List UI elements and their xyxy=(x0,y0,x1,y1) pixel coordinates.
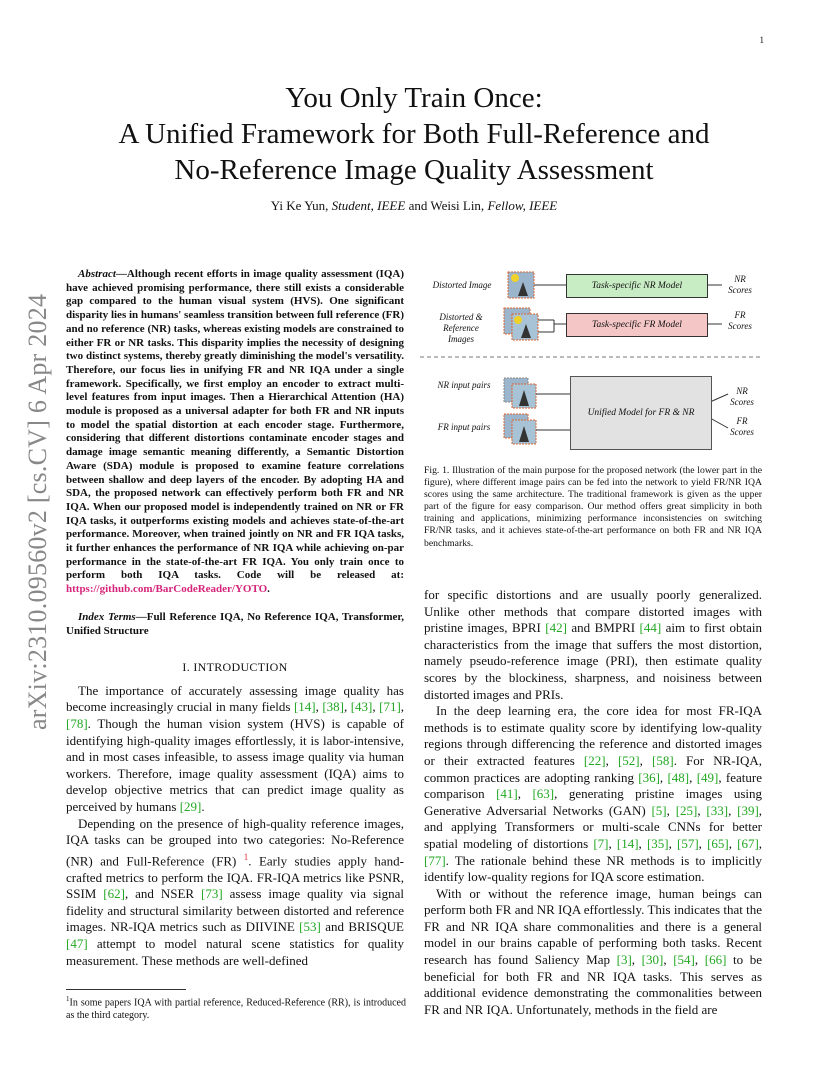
citation[interactable]: [65] xyxy=(707,835,729,851)
citation[interactable]: [14] xyxy=(293,699,316,715)
label-distorted-image: Distorted Image xyxy=(432,280,492,290)
label-fr-input-pairs: FR input pairs xyxy=(437,422,491,432)
task-specific-fr-model-box: Task-specific FR Model xyxy=(566,313,708,337)
citation[interactable]: [52] xyxy=(617,752,640,768)
citation[interactable]: [33] xyxy=(706,802,729,818)
label-line: Scores xyxy=(728,285,752,295)
citation[interactable]: [14] xyxy=(616,835,639,851)
citation[interactable]: [43] xyxy=(350,699,373,715)
text: assess image quality via signal fidelity and structural similarity between distorted and reference images. NR-IQA metrics such as DIIVINE xyxy=(66,886,404,935)
reference-images-thumbnail xyxy=(504,308,538,340)
author-1-role: Student, IEEE xyxy=(331,198,406,213)
citation[interactable]: [44] xyxy=(639,620,662,636)
right-paragraph-3: With or without the reference image, human beings can perform both FR and NR IQA effortlessly. This indicates that the FR and NR IQA share commonalities and there is a general model in our brains capable of performing both tasks. Recent research has found Saliency Map [3], [30], [54], [66] to be beneficial for both FR and NR IQA tasks. This serves as additional evidence demonstrating the commonalities between FR and NR IQA. Unfortunately, methods in the field are xyxy=(424,885,763,1017)
citation[interactable]: [35] xyxy=(646,835,669,851)
left-column xyxy=(66,268,404,969)
citation[interactable]: [49] xyxy=(696,769,719,785)
citation[interactable]: [71] xyxy=(379,699,401,715)
label-line: Distorted & xyxy=(439,312,483,322)
footnote-number: 1 xyxy=(66,995,70,1003)
right-paragraph-1 xyxy=(424,587,762,703)
text: The importance of accurately assessing image quality has become increasingly crucial in many fields xyxy=(66,682,404,715)
text: . For NR-IQA, common practices are adopting ranking xyxy=(424,752,762,785)
author-2-role: Fellow, IEEE xyxy=(487,198,558,213)
section-heading: I. INTRODUCTION xyxy=(182,660,288,675)
abstract xyxy=(66,268,404,597)
footnote xyxy=(66,989,406,1022)
text: . The rationale behind these NR methods is to implicitly identify low-quality regions for IQA score estimation. xyxy=(424,852,762,885)
citation[interactable]: [36] xyxy=(638,769,660,785)
arxiv-stamp-text: arXiv:2310.09560v2 [cs.CV] 6 Apr 2024 xyxy=(23,294,52,730)
citation[interactable]: [78] xyxy=(66,715,88,731)
page-number: 1 xyxy=(759,35,764,45)
figure-caption: Fig. 1. Illustration of the main purpose for the proposed network (the lower part in the figure), where different image pairs can be fed into the network to yield FR/NR IQA scores using the same architecture. The traditional framework is given as the upper part of the figure for easy comparison. Our method offers great simplicity in both training and applications, minimizing performance inconsistencies on switching FR/NR tasks, and it achieves state-of-the-art performance on both FR and NR IQA benchmarks. xyxy=(424,465,762,549)
nr-scores-output xyxy=(720,274,760,296)
text: and BRISQUE xyxy=(320,919,404,935)
unified-model-box: Unified Model for FR & NR xyxy=(570,376,712,450)
paper-title-line-2: A Unified Framework for Both Full-Reference and xyxy=(118,118,710,150)
nr-pairs-thumbnail xyxy=(504,378,536,408)
citation[interactable]: [66] xyxy=(704,952,727,968)
text: . xyxy=(201,798,205,814)
citation[interactable]: [38] xyxy=(322,699,344,715)
figure-1 xyxy=(420,266,762,462)
text: Depending on the presence of high-quality reference images, IQA tasks can be grouped into two categories: No-Reference (NR) and Full-Reference (FR) xyxy=(66,815,404,869)
index-terms-text: —Full Reference IQA, No Reference IQA, Transformer, Unified Structure xyxy=(66,610,404,637)
citation[interactable]: [41] xyxy=(496,786,518,802)
citation[interactable]: [63] xyxy=(532,786,555,802)
text: for specific distortions and are usually poorly generalized. Unlike other methods that compare distorted images with pristine images, BPRI xyxy=(424,587,762,636)
index-terms-lead: Index Terms xyxy=(78,610,136,623)
citation[interactable]: [22] xyxy=(583,752,606,768)
right-paragraph-2: In the deep learning era, the core idea for most FR-IQA methods is to estimate quality score by identifying low-quality regions through differencing the reference and distorted images or their extracted features [22], [52], [58]. For NR-IQA, common practices are adopting ranking [36], [48], [49], feature comparison [41], [63], generating pristine images using Generative Adversarial Networks (GAN) [5], [25], [33], [39], and applying Transformers or multi-scale CNNs for better spatial modeling of distortions [7], [14], [35], [57], [65], [67], [77]. The rationale behind these NR methods is to implicitly identify low-quality regions for IQA score estimation. xyxy=(424,703,763,885)
right-column xyxy=(424,587,762,1018)
label-line: Scores xyxy=(730,397,754,407)
label-line: Scores xyxy=(730,427,754,437)
citation[interactable]: [57] xyxy=(677,835,699,851)
label-line: NR xyxy=(734,274,746,284)
task-specific-nr-model-box: Task-specific NR Model xyxy=(566,274,708,298)
citation[interactable]: [7] xyxy=(593,835,609,851)
label-line: NR xyxy=(736,386,748,396)
citation[interactable]: [42] xyxy=(545,620,567,636)
unified-fr-scores-output xyxy=(722,416,762,438)
label-line: FR xyxy=(736,416,748,426)
text: to be beneficial for both FR and NR IQA tasks. This serves as additional evidence demonstrating the commonalities between FR and NR IQA. Unfortunately, methods in the field are xyxy=(424,952,763,1017)
citation[interactable]: [62] xyxy=(103,886,125,902)
unified-nr-scores-output xyxy=(722,386,762,408)
abstract-end: . xyxy=(267,583,270,596)
text: attempt to model natural scene statistics for quality measurement. These methods are well-defined xyxy=(66,936,404,968)
text: . Early studies apply hand-crafted metrics to perform the IQA. FR-IQA metrics like PSNR, SSIM xyxy=(66,853,405,902)
citation[interactable]: [5] xyxy=(651,802,667,818)
text: , and NSER xyxy=(124,886,202,902)
label-distorted-reference xyxy=(428,312,494,345)
paper-title-line-1: You Only Train Once: xyxy=(285,82,543,114)
abstract-lead: Abstract xyxy=(78,268,116,280)
citation[interactable]: [3] xyxy=(616,952,632,968)
text: In the deep learning era, the core idea for most FR-IQA methods is to estimate quality score by identifying low-quality regions through differencing the reference and distorted images or their extracted features xyxy=(424,703,762,768)
authors xyxy=(0,198,828,214)
distorted-image-thumbnail xyxy=(508,272,534,298)
title-block xyxy=(0,80,828,214)
label-line: Reference xyxy=(443,323,479,333)
label-line: Scores xyxy=(728,321,752,331)
fr-scores-output xyxy=(720,310,760,332)
citation[interactable]: [67] xyxy=(737,835,759,851)
citation[interactable]: [48] xyxy=(667,769,690,785)
citation[interactable]: [58] xyxy=(652,752,674,768)
arxiv-stamp xyxy=(22,290,52,730)
text: , feature comparison xyxy=(424,769,762,802)
citation[interactable]: [29] xyxy=(179,798,202,814)
citation[interactable]: [30] xyxy=(641,952,664,968)
footnote-text: In some papers IQA with partial reference, Reduced-Reference (RR), is introduced as the third category. xyxy=(66,997,406,1021)
text: aim to first obtain characteristics from the image that suffers the most distortion, namely pseudo-reference image (PRI), then estimate quality scores by the blockiness, sharpness, and noisiness between distorted images and PRIs. xyxy=(424,620,763,702)
intro-paragraph-1: The importance of accurately assessing image quality has become increasingly crucial in many fields [14], [38], [43], [71], [78]. Though the human vision system (HVS) is capable of identifying high-quality images effortlessly, it is labor-intensive, and in most cases infeasible, to assess image quality via human workers. Therefore, image quality assessment (IQA) aims to develop objective metrics that can predict image quality as perceived by humans [29]. xyxy=(66,682,405,814)
abstract-text: —Although recent efforts in image quality assessment (IQA) have achieved promising performance, there still exists a considerable gap compared to the human visual system (HVS). One significant disparity lies in humans' seamless transition between full reference (FR) and no reference (NR) tasks, whereas existing models are constrained to either FR or NR tasks. This disparity implies the necessity of designing two distinct systems, thereby greatly diminishing the model's versatility. Therefore, our focus lies in unifying FR and NR IQA under a single framework. Specifically, we first employ an encoder to extract multi-level features from input images. Then a Hierarchical Attention (HA) module is proposed as a universal adapter for both FR and NR inputs to model the spatial distortion at each encoder stage. Furthermore, considering that different distortions contaminate encoder stages and damage image semantic meaning differently, a Semantic Distortion Aware (SDA) module is proposed to examine feature correlations between shallow and deep layers of the encoder. By adopting HA and SDA, the proposed network can effectively perform both FR and NR IQA. When our proposed model is independently trained on NR or FR IQA tasks, it outperforms existing models and achieves state-of-the-art performance. Moreover, when trained jointly on NR and FR IQA tasks, it further enhances the performance of NR IQA while achieving on-par performance in the state-of-the-art FR IQA. You only train once to perform both IQA tasks. Code will be released at: xyxy=(66,268,404,582)
label-line: Images xyxy=(448,334,474,344)
text: , and applying Transformers or multi-scale CNNs for better spatial modeling of distortions xyxy=(424,802,763,851)
citation[interactable]: [54] xyxy=(673,952,695,968)
text: and BMPRI xyxy=(566,620,640,636)
text: . Though the human vision system (HVS) is capable of identifying high-quality images effortlessly, it is labor-intensive, and in most cases infeasible, to assess image quality via human workers. Therefore, image quality assessment (IQA) aims to develop objective metrics that can predict image quality as perceived by humans xyxy=(66,715,404,814)
citation[interactable]: [39] xyxy=(737,802,759,818)
label-line: FR xyxy=(734,310,746,320)
text: , generating pristine images using Generative Adversarial Networks (GAN) xyxy=(424,786,763,818)
citation[interactable]: [77] xyxy=(424,852,446,868)
paper-title-line-3: No-Reference Image Quality Assessment xyxy=(174,154,654,186)
fr-pairs-thumbnail xyxy=(504,414,536,444)
citation[interactable]: [47] xyxy=(66,936,88,952)
citation[interactable]: [53] xyxy=(299,919,321,935)
author-2: and Weisi Lin, xyxy=(408,198,485,213)
author-1: Yi Ke Yun, xyxy=(270,198,329,213)
footnote-rule xyxy=(66,989,186,990)
label-nr-input-pairs: NR input pairs xyxy=(437,380,491,390)
citation[interactable]: [73] xyxy=(201,886,223,902)
intro-paragraph-2 xyxy=(66,816,404,970)
code-link[interactable]: https://github.com/BarCodeReader/YOTO xyxy=(66,583,268,596)
text: With or without the reference image, human beings can perform both FR and NR IQA effortlessly. This indicates that the FR and NR IQA share commonalities and there is a general model in our brains capable of performing both tasks. Recent research has found Saliency Map xyxy=(424,885,762,968)
footnote-mark[interactable]: 1 xyxy=(243,851,249,862)
citation[interactable]: [25] xyxy=(675,802,698,818)
index-terms xyxy=(66,611,404,638)
